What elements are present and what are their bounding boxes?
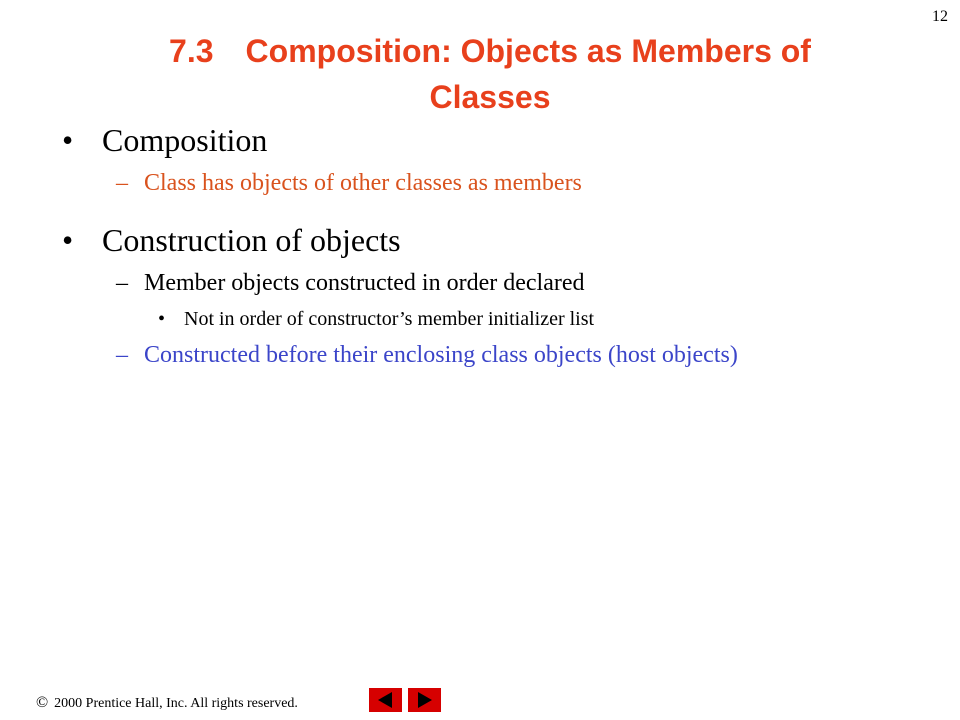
page-number: 12 xyxy=(932,8,948,25)
slide-title xyxy=(90,28,890,120)
sub-bullet-text: Class has objects of other classes as members xyxy=(144,170,582,196)
dash-icon: – xyxy=(116,270,128,296)
bullet-item xyxy=(62,118,922,162)
bullet-icon: • xyxy=(62,222,74,258)
right-triangle-icon xyxy=(418,692,432,708)
copyright-icon: © xyxy=(36,694,49,711)
slide-navigation xyxy=(369,688,441,712)
bullet-item xyxy=(62,218,922,262)
bullet-text: Composition xyxy=(102,122,268,158)
sub-bullet-item xyxy=(116,166,922,200)
title-text-1: Composition: Objects as Members of xyxy=(245,33,811,69)
sub-bullet-text: Member objects constructed in order declared xyxy=(144,270,585,296)
sub-bullet-item xyxy=(116,266,922,300)
next-slide-button[interactable] xyxy=(408,688,441,712)
left-triangle-icon xyxy=(378,692,392,708)
sub-bullet-text: Constructed before their enclosing class objects (host objects) xyxy=(144,342,738,368)
dash-icon: – xyxy=(116,170,128,196)
title-line-1 xyxy=(90,28,890,74)
section-number: 7.3 xyxy=(169,33,214,69)
slide-body xyxy=(62,118,922,372)
title-line-2: Classes xyxy=(429,79,551,115)
previous-slide-button[interactable] xyxy=(369,688,402,712)
copyright-footer xyxy=(36,694,298,712)
sub-bullet-item xyxy=(116,338,922,372)
sub-sub-bullet-text: Not in order of constructor’s member initializer list xyxy=(184,308,595,330)
copyright-text: 2000 Prentice Hall, Inc. All rights reserved. xyxy=(54,696,298,711)
bullet-text: Construction of objects xyxy=(102,222,401,258)
sub-sub-bullet-item xyxy=(158,304,922,334)
dash-icon: – xyxy=(116,342,128,368)
bullet-icon: • xyxy=(62,122,74,158)
bullet-icon: • xyxy=(158,308,166,330)
